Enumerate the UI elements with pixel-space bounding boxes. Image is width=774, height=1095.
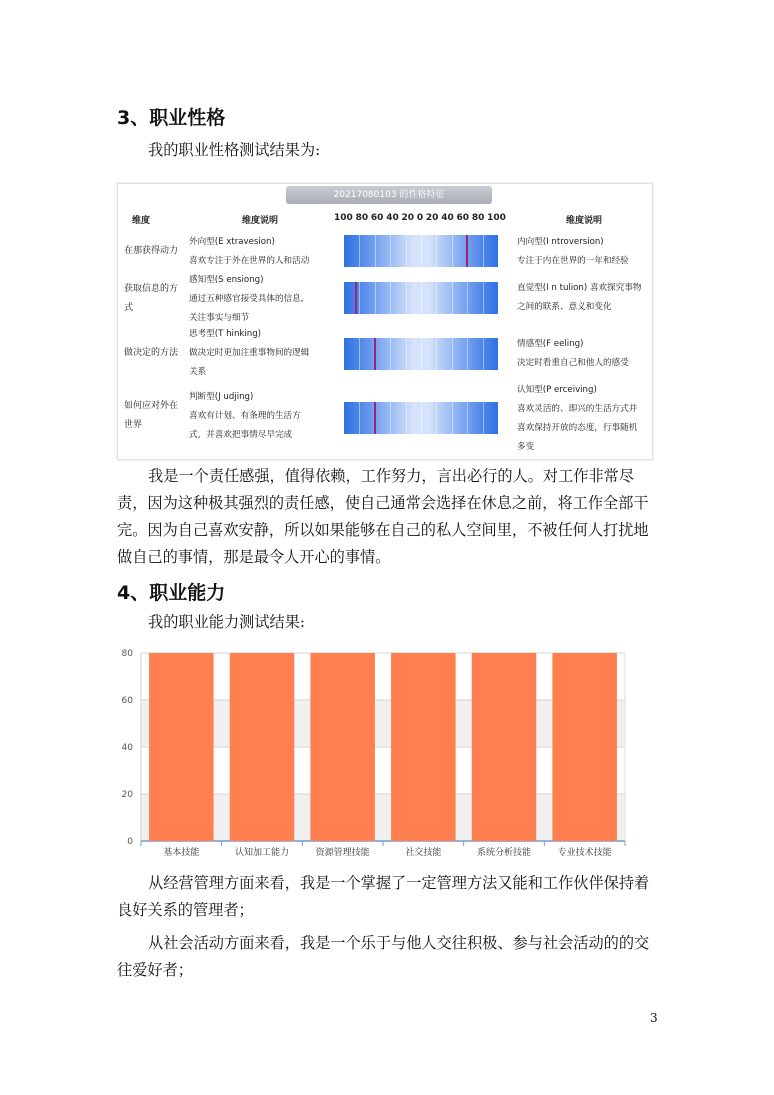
desc-line: 专注于内在世界的一年和经验 — [517, 256, 629, 266]
y-tick-label: 60 — [121, 696, 133, 706]
row-2-dimension: 获取信息的方式 — [124, 284, 179, 313]
y-tick-label: 40 — [121, 743, 133, 753]
desc-line: 感知型(S ensiong) — [189, 275, 264, 285]
desc-line: 喜欢有计划、有条理的生活方 — [189, 411, 301, 421]
scale-tick: 100 — [487, 213, 506, 223]
row-3-dimension: 做决定的方法 — [124, 348, 179, 358]
scale-tick: 40 — [441, 213, 454, 223]
y-tick-label: 80 — [121, 649, 133, 659]
x-tick-label: 认知加工能力 — [234, 848, 290, 858]
bar-segment-divider — [421, 402, 422, 434]
row-1-bar — [344, 235, 498, 267]
paragraph-social: 从社会活动方面来看，我是一个乐于与他人交往积极、参与社会活动的的交往爱好者； — [117, 934, 650, 979]
row-4-dimension — [124, 397, 186, 435]
scale-tick: 20 — [425, 213, 439, 223]
header-right-desc: 维度说明 — [566, 216, 603, 226]
bar-segment-divider — [483, 282, 484, 314]
header-left-desc: 维度说明 — [242, 216, 279, 226]
row-3-left-desc — [189, 325, 339, 382]
row-4-right-desc — [517, 381, 653, 457]
row-3-bar — [344, 338, 498, 370]
bar-segment-divider — [390, 338, 391, 370]
desc-line: 关系 — [189, 367, 207, 377]
score-marker — [355, 282, 357, 314]
bar — [310, 653, 375, 841]
desc-line: 内向型(I ntroversion) — [517, 237, 604, 247]
section-3-heading: 3、职业性格 — [117, 107, 226, 129]
desc-line: 之间的联系、意义和变化 — [517, 302, 612, 312]
section-4-heading: 4、职业能力 — [117, 582, 226, 604]
x-tick-label: 系统分析技能 — [476, 848, 532, 858]
desc-line: 直觉型(I n tulion) 喜欢探究事物 — [517, 283, 642, 293]
desc-line: 关注事实与细节 — [189, 313, 250, 323]
bar-segment-divider — [452, 402, 453, 434]
bar-segment-divider — [359, 282, 360, 314]
desc-line: 通过五种感官接受具体的信息, — [189, 294, 304, 304]
row-2-left-desc — [189, 271, 339, 328]
bar — [552, 653, 617, 841]
desc-line: 认知型(P erceiving) — [517, 385, 597, 395]
bar-segment-divider — [375, 282, 376, 314]
desc-line: 决定时看重自己和他人的感受 — [517, 358, 629, 368]
desc-line: 喜欢保持开放的态度，行事随机 — [517, 423, 638, 433]
bar — [230, 653, 295, 841]
row-1-left-desc — [189, 233, 339, 271]
y-tick-label: 0 — [127, 837, 133, 847]
desc-line: 多变 — [517, 442, 535, 452]
row-3-right-desc — [517, 335, 653, 373]
x-tick-label: 基本技能 — [163, 848, 200, 858]
row-4-left-desc — [189, 388, 339, 445]
bar-segment-divider — [467, 282, 468, 314]
score-marker — [374, 402, 376, 434]
bar-segment-divider — [452, 338, 453, 370]
desc-line: 喜欢灵活的、即兴的生活方式并 — [517, 404, 638, 414]
bar-segment-divider — [483, 338, 484, 370]
scale-tick: 20 — [401, 213, 415, 223]
bar-segment-divider — [390, 282, 391, 314]
bar — [149, 653, 214, 841]
desc-line: 思考型(T hinking) — [189, 329, 262, 339]
paragraph-responsibility: 我是一个责任感强，值得依赖，工作努力，言出必行的人。对工作非常尽责，因为这种极其强烈的责任感，使自己通常会选择在休息之前，将工作全部干完。因为自己喜欢安静，所以如果能够在自己的私人空间里，不被任何人打扰地做自己的事情，那是最令人开心的事情。 — [117, 467, 649, 566]
section-3-intro: 我的职业性格测试结果为: — [148, 141, 321, 159]
scale-tick: 80 — [355, 213, 369, 223]
bar-segment-divider — [483, 402, 484, 434]
x-tick-label: 专业技术技能 — [557, 848, 612, 858]
section-4-intro: 我的职业能力测试结果: — [148, 613, 305, 631]
paragraph-management: 从经营管理方面来看，我是一个掌握了一定管理方法又能和工作伙伴保持着良好关系的管理者； — [117, 874, 650, 919]
bar-segment-divider — [421, 282, 422, 314]
score-marker — [466, 235, 468, 267]
bar-segment-divider — [467, 338, 468, 370]
desc-line: 判断型(J udjing) — [189, 392, 254, 402]
bar-segment-divider — [406, 402, 407, 434]
desc-line: 做决定时更加注重事物间的逻辑 — [189, 348, 310, 358]
scale-tick: 80 — [471, 213, 485, 223]
bar-segment-divider — [390, 402, 391, 434]
row-2-right-desc — [517, 279, 653, 317]
bar-segment-divider — [436, 338, 437, 370]
bar-segment-divider — [375, 235, 376, 267]
scale-tick: 40 — [386, 213, 399, 223]
bar-segment-divider — [406, 338, 407, 370]
bar-segment-divider — [436, 402, 437, 434]
scale-tick: 0 — [416, 213, 424, 223]
bar-segment-divider — [406, 282, 407, 314]
bar-segment-divider — [359, 402, 360, 434]
y-tick-label: 20 — [121, 790, 133, 800]
x-tick-label: 社交技能 — [405, 848, 442, 858]
bar-segment-divider — [467, 402, 468, 434]
x-tick-label: 资源管理技能 — [315, 848, 370, 858]
bar — [472, 653, 537, 841]
bar-segment-divider — [406, 235, 407, 267]
row-4-bar — [344, 402, 498, 434]
desc-line: 喜欢专注于外在世界的人和活动 — [189, 256, 310, 266]
ability-bar-chart — [117, 643, 627, 863]
scale-tick: 60 — [370, 213, 384, 223]
bar — [391, 653, 456, 841]
page-number: 3 — [650, 1011, 658, 1025]
scale-tick: 100 — [334, 213, 353, 223]
desc-line: 情感型(F eeling) — [517, 339, 584, 349]
dimension-text: 如何应对外在世界 — [124, 401, 179, 430]
scale-tick: 60 — [456, 213, 470, 223]
scale-axis — [334, 213, 506, 223]
desc-line: 外向型(E xtravesion) — [189, 237, 275, 247]
bar-segment-divider — [359, 235, 360, 267]
personality-figure — [117, 183, 653, 460]
row-1-dimension: 在那获得动力 — [124, 246, 179, 256]
score-marker — [374, 338, 376, 370]
bar-segment-divider — [390, 235, 391, 267]
row-2-bar — [344, 282, 498, 314]
bar-segment-divider — [421, 338, 422, 370]
bar-segment-divider — [452, 282, 453, 314]
row-1-right-desc — [517, 233, 653, 271]
bar-segment-divider — [421, 235, 422, 267]
desc-line: 式，并喜欢把事情尽早完成 — [189, 430, 293, 440]
bar-segment-divider — [436, 282, 437, 314]
bar-segment-divider — [359, 338, 360, 370]
header-dimension: 维度 — [132, 216, 151, 226]
bar-segment-divider — [483, 235, 484, 267]
bar-segment-divider — [436, 235, 437, 267]
personality-title: 20217080103 的性格特征 — [286, 186, 492, 204]
bar-segment-divider — [452, 235, 453, 267]
